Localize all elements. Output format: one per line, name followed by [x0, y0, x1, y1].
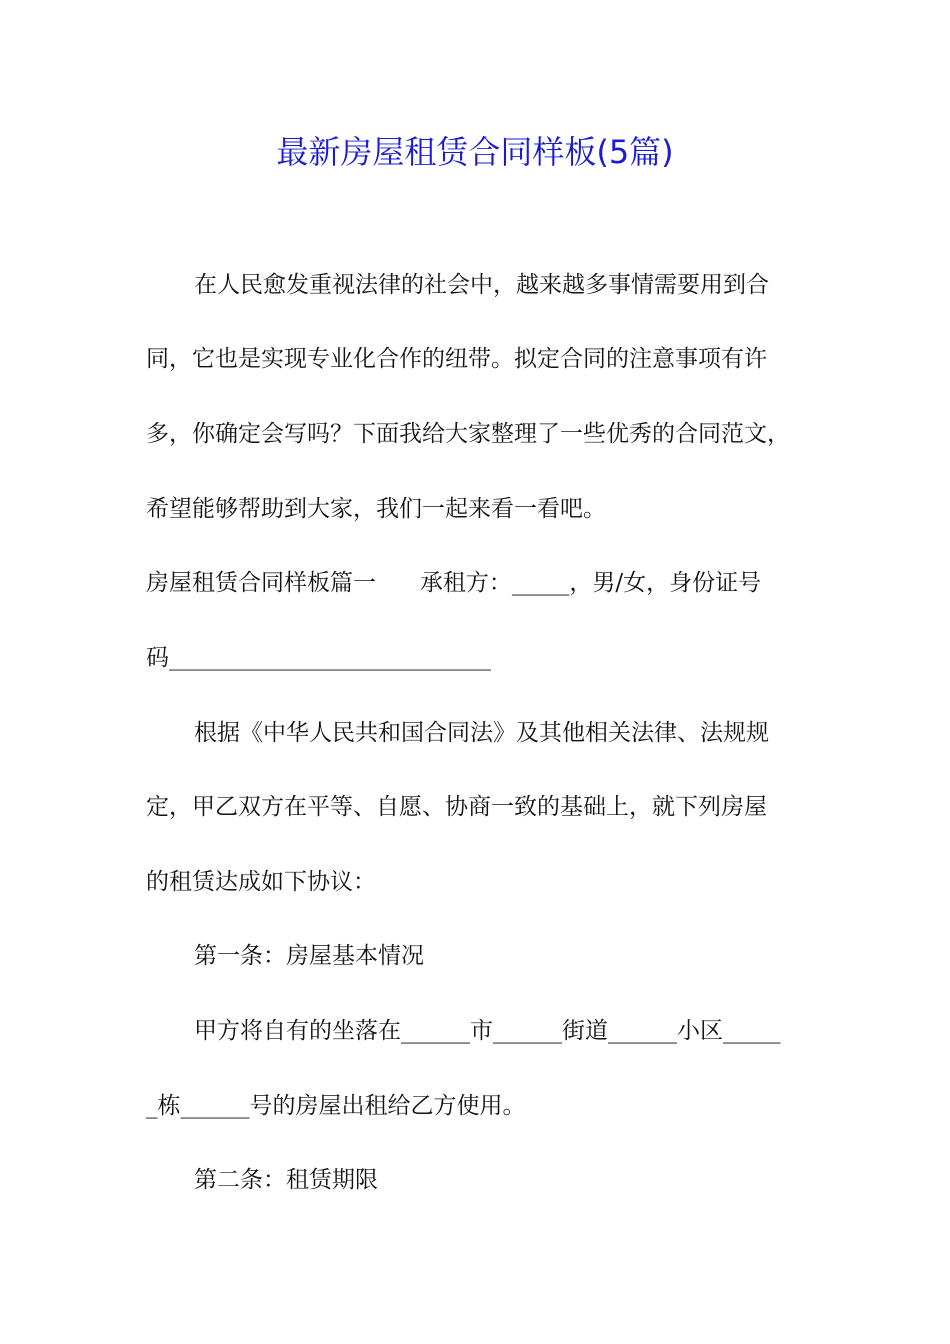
paragraph-line: 在人民愈发重视法律的社会中，越来越多事情需要用到合	[194, 272, 769, 298]
clause-heading: 第一条：房屋基本情况	[194, 943, 424, 969]
paragraph-line: 希望能够帮助到大家，我们一起来看一看吧。	[146, 496, 606, 522]
clause-heading: 第二条：租赁期限	[194, 1167, 378, 1193]
paragraph-line: 定，甲乙双方在平等、自愿、协商一致的基础上，就下列房屋	[146, 794, 767, 820]
paragraph-line: 甲方将自有的坐落在______市______街道______小区_____	[194, 1018, 781, 1044]
paragraph-line: 的租赁达成如下协议：	[146, 869, 376, 895]
paragraph-line: _栋______号的房屋出租给乙方使用。	[146, 1093, 526, 1119]
paragraph-line: 根据《中华人民共和国合同法》及其他相关法律、法规规	[194, 720, 769, 746]
paragraph-line: 多，你确定会写吗？下面我给大家整理了一些优秀的合同范文，	[146, 421, 790, 447]
paragraph-line: 码____________________________	[146, 645, 491, 671]
section-heading-line: 房屋租赁合同样板篇一 承租方：_____，男/女，身份证号	[146, 570, 762, 596]
paragraph-line: 同，它也是实现专业化合作的纽带。拟定合同的注意事项有许	[146, 346, 767, 372]
document-title: 最新房屋租赁合同样板(5篇)	[276, 133, 674, 171]
